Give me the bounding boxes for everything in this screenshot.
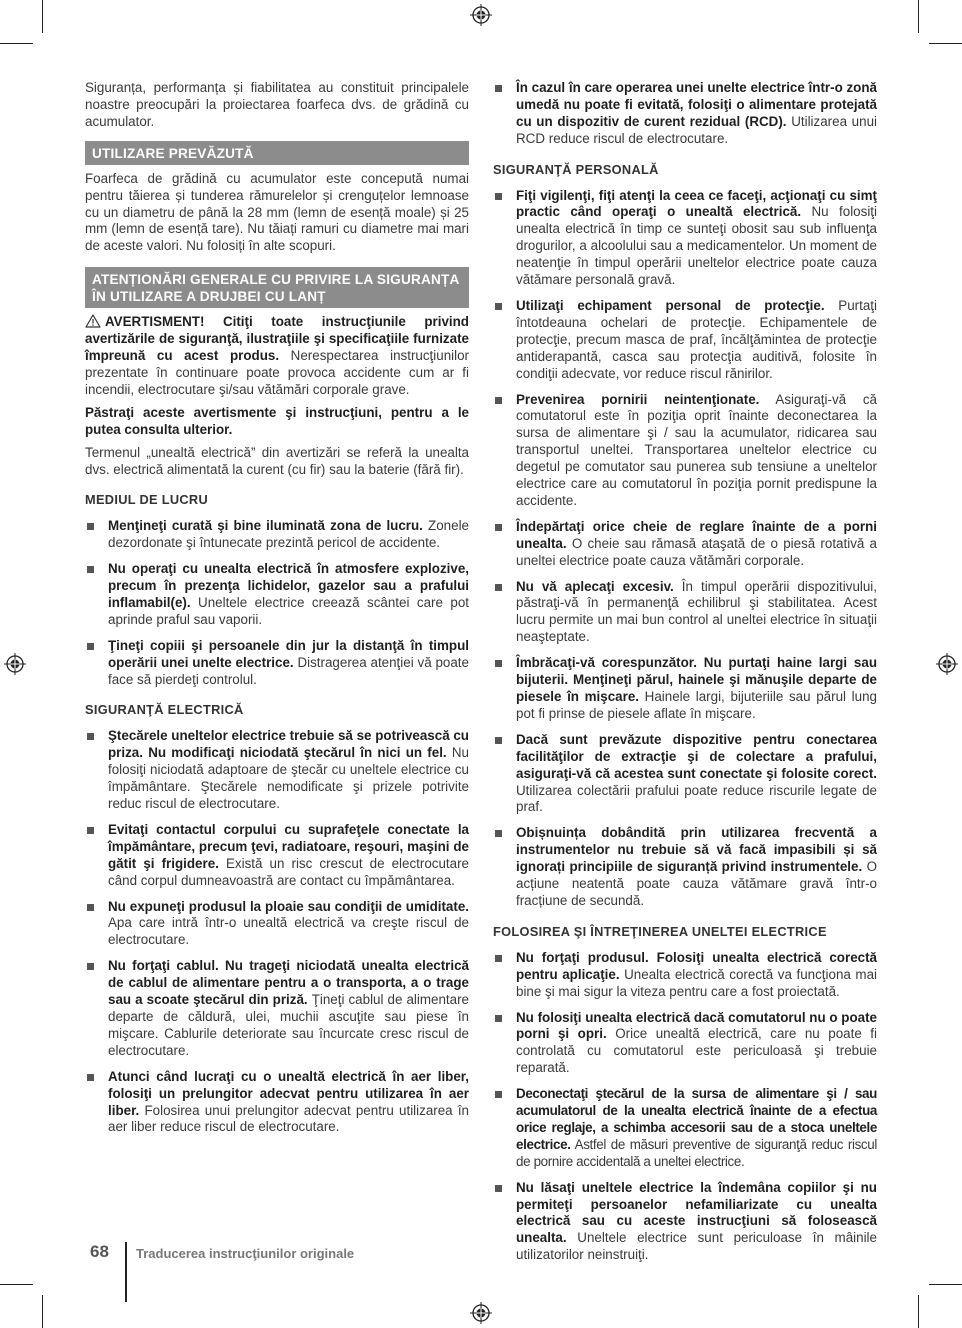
list-item — [493, 1010, 877, 1078]
list-item-bold: Nu operaţi cu unealta electrică în atmosfere explozive, precum în prezenţa lichidelor, gazelor sau a prafului inflamabil(e). — [108, 561, 469, 610]
list-item — [493, 519, 877, 570]
list-item-bold: Nu vă aplecaţi excesiv. — [516, 578, 674, 594]
list-item-text: Hainele largi, bijuteriile sau părul lung pot fi prinse de piesele aflate în mişcare. — [516, 689, 877, 721]
list-item — [493, 579, 877, 647]
list-item-bold: Nu expuneţi produsul la ploaie sau condiţii de umiditate. — [108, 898, 469, 914]
list-item-bold: Menţineţi curată şi bine iluminată zona de lucru. — [108, 518, 423, 534]
list-item — [493, 825, 877, 910]
crop-mark — [0, 43, 33, 44]
registration-mark-icon — [4, 653, 26, 675]
subheading-personal-safety: SIGURANŢĂ PERSONALĂ — [493, 161, 659, 177]
list-item-text: Ţineţi cablul de alimentare departe de căldură, ulei, muchii ascuţite sau piese în mişcare. Cablurile deteriorate sau încurcate cresc riscul de electrocutare. — [108, 992, 469, 1058]
list-item-text: Asiguraţi-vă că comutatorul este în poziţia oprit înainte deconectarea la sursa de alimentare şi / sau la acumulator, ridicarea sau transportul uneltei. Transportarea uneltelor electrice cu degetul pe comutator sau punerea sub tensiune a uneltelor electrice care au comutatorul în poziţia pornit predispune la accidente. — [516, 391, 877, 508]
list-item-text: Zonele dezordonate şi întunecate prezintă pericol de accidente. — [108, 518, 469, 551]
list-item-text: Nu folosiţi niciodată adaptoare de ştecăr cu uneltele electrice cu împământare. Ştecărele nemodificate şi prizele potrivite reduc riscul de electrocutare. — [108, 745, 469, 811]
intro-paragraph: Siguranța, performanța și fiabilitatea au constituit principalele noastre preocupări la proiectarea foarfeca dvs. de grădină cu acumulator. — [85, 80, 469, 129]
list-item-bold: Prevenirea pornirii neintenţionate. — [516, 391, 760, 407]
warning-text: Nerespectarea instrucţiunilor prezentate în continuare poate provoca accidente cum ar fi incendii, electrocutare şi/sau vătămări corporale grave. — [85, 348, 469, 397]
crop-mark — [918, 0, 919, 33]
list-item — [85, 1069, 469, 1137]
crop-mark — [42, 0, 43, 33]
list-item-text: Există un risc crescut de electrocutare când corpul dumneavoastră are contact cu împământarea. — [108, 855, 469, 888]
term-definition-paragraph: Termenul „unealtă electrică” din avertizări se referă la unealta dvs. electrică alimentată la curent (cu fir) sau la baterie (fără fir). — [85, 444, 469, 477]
list-item — [493, 655, 877, 723]
list-item-text: Astfel de măsuri preventive de siguranţă reduc riscul de pornire accidentală a uneltei electrice. — [516, 1136, 878, 1169]
list-item-bold: Nu forţaţi produsul. Folosiţi unealta electrică corectă pentru aplicaţie. — [516, 949, 877, 982]
list-item-text: Unealta electrică corectă va funcţiona mai bine şi mai sigur la viteza pentru care a fost proiectată. — [516, 966, 877, 999]
keep-instructions-text: Păstraţi aceste avertismente şi instrucţiuni, pentru a le putea consulta ulterior. — [85, 404, 469, 437]
list-item — [493, 950, 877, 1001]
list-item-bold: Ţineţi copiii şi persoanele din jur la distanţă în timpul operării unei unelte electrice. — [108, 637, 469, 670]
subheading-tool-use-care: FOLOSIREA ŞI ÎNTREŢINEREA UNELTEI ELECTRICE — [493, 923, 827, 939]
list-item — [493, 1180, 877, 1265]
list-item — [493, 732, 877, 817]
list-item — [85, 518, 469, 552]
registration-mark-icon — [470, 1302, 492, 1324]
crop-mark — [929, 43, 962, 44]
list-item — [493, 80, 877, 148]
list-item-bold: Fiţi vigilenţi, fiţi atenţi la ceea ce faceţi, acţionaţi cu simţ practic când operaţi o unealtă electrică. — [516, 187, 877, 220]
subheading-work-area: MEDIUL DE LUCRU — [85, 492, 208, 508]
list-item-text: Utilizarea colectării prafului poate reduce riscurile legate de praf. — [516, 782, 877, 815]
section-heading-intended-use: UTILIZARE PREVĂZUTĂ — [85, 141, 469, 165]
list-item-text: Utilizarea unui RCD reduce riscul de electrocutare. — [516, 113, 877, 146]
list-item-text: Purtaţi întotdeauna ochelari de protecţie. Echipamentele de protecţie, precum masca de praf, încălţămintea de protecţie antiderapantă, casca sau protecţia auditivă, folosite în condiţii adecvate, vor reduce riscul rănirilor. — [516, 297, 877, 381]
list-item-bold: Evitaţi contactul corpului cu suprafeţele conectate la împământare, precum ţevi, radiatoare, reşouri, maşini de gătit şi frigidere. — [108, 821, 469, 871]
list-item — [493, 392, 877, 510]
list-item-text: Uneltele electrice creează scântei care pot aprinde praful sau vaporii. — [108, 594, 469, 627]
section-heading-general-warnings: ATENȚIONĂRI GENERALE CU PRIVIRE LA SIGURANȚA ÎN UTILIZARE A DRUJBEI CU LANȚ — [85, 267, 469, 308]
warning-bold-text: AVERTISMENT! Citiţi toate instrucţiunile privind avertizările de siguranţă, ilustraţiile şi specificaţiile furnizate împreună cu acest produs. — [85, 314, 469, 364]
list-item-text: În timpul operării dispozitivului, păstraţi-vă în permanenţă echilibrul şi stabilitatea. Acest lucru permite un mai bun control al uneltei electrice în situaţii neaşteptate. — [516, 578, 878, 645]
list-item — [85, 899, 469, 950]
registration-mark-icon — [470, 4, 492, 26]
footer-text: Traducerea instrucţiunilor originale — [136, 1246, 355, 1261]
intended-use-paragraph: Foarfeca de grădină cu acumulator este concepută numai pentru tăierea și tunderea rămurelelor și crenguțelor lemnoase cu un diametru de până la 28 mm (lemn de esență moale) și 25 mm (lemn de esență tare). Nu tăiați ramuri cu diametre mai mari de aceste valori. Nu folosiți în alte scopuri. — [85, 170, 469, 254]
list-item-bold: Nu folosiţi unealta electrică dacă comutatorul nu o poate porni şi opri. — [516, 1009, 877, 1042]
list-item-bold: În cazul în care operarea unei unelte electrice într-o zonă umedă nu poate fi evitată, folosiţi o alimentare protejată cu un dispozitiv de curent rezidual (RCD). — [516, 80, 877, 129]
list-item-bold: Atunci când lucraţi cu o unealtă electrică în aer liber, folosiţi un prelungitor adecvat pentru utilizarea în aer liber. — [108, 1068, 469, 1118]
list-item-text: O cheie sau rămasă ataşată de o piesă rotativă a uneltei electrice poate cauza vătămări corporale. — [516, 535, 877, 568]
list-item-text: Uneltele electrice sunt periculoase în mâinile utilizatorilor neinstruiţi. — [516, 1230, 877, 1263]
list-item-bold: Nu forţaţi cablul. Nu trageţi niciodată unealta electrică de cablul de alimentare pentru a o transporta, a o trage sau a scoate ştecărul din priză. — [108, 958, 469, 1008]
footer-divider — [125, 1242, 127, 1302]
list-item-bold: Nu lăsaţi uneltele electrice la îndemâna copiilor şi nu permiteţi persoanelor nefamiliarizate cu unealta electrică sau cu aceste instrucţiuni să folosească unealta. — [516, 1179, 877, 1246]
registration-mark-icon — [936, 653, 958, 675]
page-number: 68 — [90, 1242, 109, 1261]
list-item-bold: Îndepărtaţi orice cheie de reglare înainte de a porni unealta. — [516, 518, 877, 551]
list-item-bold: Dacă sunt prevăzute dispozitive pentru conectarea facilităţilor de extracţie şi de colectare a prafului, asiguraţi-vă că acestea sunt conectate şi folosite corect. — [516, 731, 877, 781]
crop-mark — [929, 1284, 962, 1285]
subheading-electrical-safety: SIGURANŢĂ ELECTRICĂ — [85, 702, 244, 718]
list-item-bold: Ştecărele uneltelor electrice trebuie să se potrivească cu priza. Nu modificaţi niciodată ştecărul în nici un fel. — [108, 728, 469, 761]
list-item-bold: Obișnuința dobândită prin utilizarea frecventă a instrumentelor nu trebuie să vă facă impasibili și să ignorați principiile de siguranță privind instrumentele. — [516, 825, 877, 875]
list-item-text: Folosirea unui prelungitor adecvat pentru utilizarea în aer liber reduce riscul de electrocutare. — [108, 1102, 469, 1135]
list-item-bold: Deconectaţi ştecărul de la sursa de alimentare şi / sau acumulatorul de la unealta electrică înainte de a efectua orice reglaje, a schimba accesorii sau de a stoca uneltele electrice. — [516, 1086, 877, 1152]
keep-instructions-paragraph — [85, 405, 469, 439]
list-item-text: Distragerea atenţiei vă poate face să pierdeţi controlul. — [108, 654, 469, 687]
left-column — [85, 80, 469, 1145]
list-item-text: Apa care intră într-o unealtă electrică va creşte riscul de electrocutare. — [108, 915, 469, 948]
list-item-text: Nu folosiţi unealta electrică în timp ce sunteţi obosit sau sub influenţa drogurilor, a alcoolului sau a medicamentelor. Un moment de neatenţie în timpul operării uneltelor electrice poate cauza vătămare personală gravă. — [516, 204, 877, 288]
list-item — [85, 561, 469, 629]
crop-mark — [918, 1295, 919, 1328]
list-item — [493, 1086, 877, 1171]
warning-triangle-icon — [85, 314, 101, 328]
right-column — [493, 80, 877, 1273]
list-item — [493, 188, 877, 289]
list-item — [85, 728, 469, 813]
list-item-text: Orice unealtă electrică, care nu poate fi controlată cu comutatorul este periculoasă şi trebuie reparată. — [516, 1026, 877, 1076]
warning-paragraph — [85, 314, 469, 399]
list-item — [85, 958, 469, 1059]
crop-mark — [42, 1295, 43, 1328]
list-item — [493, 298, 877, 383]
list-item — [85, 822, 469, 890]
list-item-bold: Utilizaţi echipament personal de protecţie. — [516, 297, 825, 313]
list-item-bold: Îmbrăcaţi-vă corespunzător. Nu purtaţi haine largi sau bijuterii. Menţineţi părul, hainele şi mănuşile departe de piesele în mişcare. — [516, 655, 877, 704]
list-item-text: O acțiune neatentă poate cauza vătămare gravă într-o fracțiune de secundă. — [516, 859, 877, 908]
crop-mark — [0, 1284, 33, 1285]
list-item — [85, 638, 469, 689]
